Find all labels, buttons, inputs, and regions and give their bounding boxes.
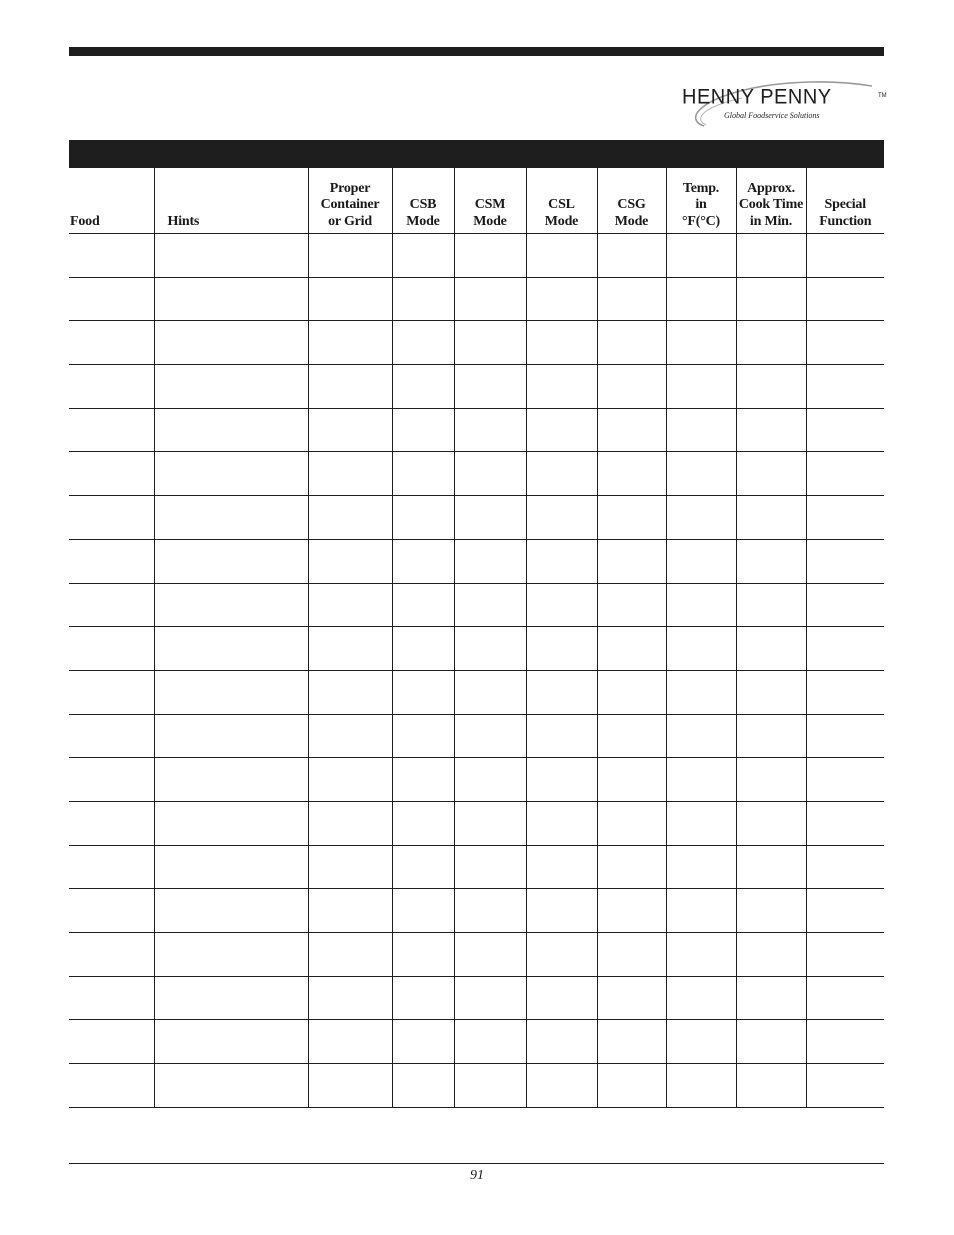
column-header-line: Hints bbox=[167, 213, 200, 229]
table-cell bbox=[392, 277, 454, 321]
table-cell bbox=[454, 627, 526, 671]
table-cell bbox=[806, 408, 884, 452]
table-title-bar bbox=[69, 140, 884, 168]
table-cell bbox=[454, 408, 526, 452]
table-cell bbox=[666, 758, 736, 802]
table-cell bbox=[392, 583, 454, 627]
table-cell bbox=[806, 1064, 884, 1108]
table-cell bbox=[526, 670, 597, 714]
table-cell bbox=[526, 234, 597, 278]
column-header-line: CSG bbox=[617, 197, 646, 212]
table-cell bbox=[526, 845, 597, 889]
table-cell bbox=[526, 1020, 597, 1064]
table-cell bbox=[806, 933, 884, 977]
column-header-line: Container bbox=[320, 197, 380, 212]
table-cell bbox=[392, 1020, 454, 1064]
table-cell bbox=[666, 714, 736, 758]
page-number: 91 bbox=[470, 1168, 484, 1183]
table-cell bbox=[526, 321, 597, 365]
table-cell bbox=[392, 627, 454, 671]
table-cell bbox=[154, 277, 308, 321]
column-header-line: °F(°C) bbox=[682, 213, 720, 229]
table-cell bbox=[736, 365, 806, 409]
table-cell bbox=[454, 976, 526, 1020]
table-cell bbox=[392, 539, 454, 583]
table-cell bbox=[806, 627, 884, 671]
column-header-line: or Grid bbox=[328, 213, 372, 229]
column-header-line: Cook Time bbox=[738, 197, 804, 212]
table-cell bbox=[69, 365, 154, 409]
table-cell bbox=[806, 496, 884, 540]
logo-tagline: Global Foodservice Solutions bbox=[724, 111, 820, 120]
column-header-line: Proper bbox=[329, 180, 371, 196]
table-cell bbox=[454, 889, 526, 933]
table-cell bbox=[308, 670, 392, 714]
table-row bbox=[69, 365, 884, 409]
table-cell bbox=[392, 801, 454, 845]
column-header-line: Mode bbox=[406, 213, 440, 229]
table-cell bbox=[308, 714, 392, 758]
table-cell bbox=[597, 845, 666, 889]
column-header-line: CSB bbox=[409, 197, 437, 212]
table-cell bbox=[666, 1020, 736, 1064]
table-row bbox=[69, 321, 884, 365]
table-cell bbox=[454, 539, 526, 583]
table-cell bbox=[526, 496, 597, 540]
table-cell bbox=[666, 583, 736, 627]
table-cell bbox=[154, 1020, 308, 1064]
table-cell bbox=[69, 714, 154, 758]
table-cell bbox=[526, 889, 597, 933]
column-header bbox=[736, 168, 806, 234]
column-header-line: Food bbox=[70, 213, 100, 229]
table-cell bbox=[69, 976, 154, 1020]
table-cell bbox=[597, 321, 666, 365]
table-cell bbox=[154, 801, 308, 845]
table-cell bbox=[666, 496, 736, 540]
table-cell bbox=[736, 627, 806, 671]
table-cell bbox=[154, 583, 308, 627]
table-cell bbox=[154, 408, 308, 452]
table-cell bbox=[154, 758, 308, 802]
table-cell bbox=[806, 976, 884, 1020]
table-cell bbox=[597, 408, 666, 452]
table-cell bbox=[526, 933, 597, 977]
henny-penny-logo bbox=[676, 76, 886, 128]
table-cell bbox=[736, 976, 806, 1020]
table-cell bbox=[69, 321, 154, 365]
table-cell bbox=[806, 889, 884, 933]
table-row bbox=[69, 627, 884, 671]
table-cell bbox=[736, 496, 806, 540]
table-cell bbox=[454, 714, 526, 758]
table-cell bbox=[308, 408, 392, 452]
column-header-line: CSL bbox=[548, 197, 575, 212]
table-cell bbox=[736, 1020, 806, 1064]
table-cell bbox=[454, 234, 526, 278]
table-cell bbox=[154, 889, 308, 933]
column-header-line: Special bbox=[824, 197, 866, 212]
table-cell bbox=[597, 801, 666, 845]
table-row bbox=[69, 889, 884, 933]
table-row bbox=[69, 234, 884, 278]
table-cell bbox=[526, 365, 597, 409]
table-cell bbox=[806, 583, 884, 627]
table-cell bbox=[736, 234, 806, 278]
table-cell bbox=[154, 714, 308, 758]
table-cell bbox=[597, 889, 666, 933]
table-cell bbox=[392, 452, 454, 496]
table-cell bbox=[154, 321, 308, 365]
table-cell bbox=[597, 1020, 666, 1064]
table-row bbox=[69, 277, 884, 321]
table-cell bbox=[526, 277, 597, 321]
table-cell bbox=[736, 933, 806, 977]
table-cell bbox=[597, 1064, 666, 1108]
table-row bbox=[69, 452, 884, 496]
table-cell bbox=[392, 1064, 454, 1108]
table-cell bbox=[154, 539, 308, 583]
column-header-line: Mode bbox=[614, 213, 649, 229]
table-cell bbox=[69, 1020, 154, 1064]
column-header-line: in Min. bbox=[749, 213, 793, 229]
table-cell bbox=[666, 408, 736, 452]
table-cell bbox=[526, 583, 597, 627]
table-cell bbox=[69, 1064, 154, 1108]
table-cell bbox=[154, 627, 308, 671]
table-cell bbox=[308, 1064, 392, 1108]
table-cell bbox=[454, 845, 526, 889]
column-header bbox=[666, 168, 736, 234]
table-cell bbox=[392, 670, 454, 714]
column-header bbox=[69, 168, 154, 234]
table-cell bbox=[308, 976, 392, 1020]
table-cell bbox=[666, 933, 736, 977]
column-header-line: Function bbox=[819, 213, 872, 229]
table-cell bbox=[454, 1020, 526, 1064]
table-cell bbox=[736, 408, 806, 452]
table-cell bbox=[597, 539, 666, 583]
table-cell bbox=[392, 496, 454, 540]
table-cell bbox=[69, 933, 154, 977]
table-cell bbox=[666, 1064, 736, 1108]
table-cell bbox=[154, 845, 308, 889]
table-cell bbox=[308, 539, 392, 583]
column-header bbox=[392, 168, 454, 234]
table-cell bbox=[69, 801, 154, 845]
table-cell bbox=[392, 408, 454, 452]
table-cell bbox=[597, 234, 666, 278]
table-cell bbox=[308, 1020, 392, 1064]
table-cell bbox=[454, 365, 526, 409]
table-cell bbox=[806, 1020, 884, 1064]
table-cell bbox=[597, 365, 666, 409]
table-row bbox=[69, 1064, 884, 1108]
table-cell bbox=[666, 845, 736, 889]
table-cell bbox=[308, 583, 392, 627]
table-cell bbox=[69, 845, 154, 889]
table-cell bbox=[666, 670, 736, 714]
table-cell bbox=[392, 933, 454, 977]
table-cell bbox=[454, 933, 526, 977]
table-cell bbox=[597, 933, 666, 977]
table-cell bbox=[736, 801, 806, 845]
table-cell bbox=[736, 845, 806, 889]
table-cell bbox=[806, 801, 884, 845]
table-cell bbox=[392, 365, 454, 409]
table-cell bbox=[308, 845, 392, 889]
table-cell bbox=[308, 758, 392, 802]
table-cell bbox=[597, 452, 666, 496]
table-cell bbox=[308, 627, 392, 671]
table-cell bbox=[597, 714, 666, 758]
table-cell bbox=[454, 583, 526, 627]
table-row bbox=[69, 933, 884, 977]
table-cell bbox=[666, 277, 736, 321]
table-row bbox=[69, 496, 884, 540]
table-cell bbox=[392, 758, 454, 802]
table-cell bbox=[526, 801, 597, 845]
table-cell bbox=[597, 976, 666, 1020]
table-cell bbox=[308, 321, 392, 365]
table-cell bbox=[154, 670, 308, 714]
column-header bbox=[597, 168, 666, 234]
table-cell bbox=[806, 234, 884, 278]
table-cell bbox=[454, 321, 526, 365]
table-cell bbox=[526, 1064, 597, 1108]
table-cell bbox=[736, 1064, 806, 1108]
table-cell bbox=[666, 801, 736, 845]
cooking-chart-table bbox=[69, 168, 884, 1108]
footer-rule bbox=[69, 1163, 884, 1164]
table-cell bbox=[736, 758, 806, 802]
column-header bbox=[454, 168, 526, 234]
table-cell bbox=[736, 321, 806, 365]
table-row bbox=[69, 845, 884, 889]
column-header-line: in bbox=[695, 197, 707, 212]
table-row bbox=[69, 714, 884, 758]
table-row bbox=[69, 801, 884, 845]
table-cell bbox=[308, 889, 392, 933]
table-cell bbox=[154, 1064, 308, 1108]
column-header-line: Approx. bbox=[747, 180, 795, 196]
column-header-line: Mode bbox=[544, 213, 579, 229]
table-cell bbox=[736, 539, 806, 583]
table-cell bbox=[806, 758, 884, 802]
trademark-mark: TM bbox=[878, 93, 887, 99]
table-cell bbox=[526, 627, 597, 671]
table-row bbox=[69, 408, 884, 452]
column-header bbox=[526, 168, 597, 234]
table-cell bbox=[736, 277, 806, 321]
table-cell bbox=[69, 408, 154, 452]
column-header bbox=[308, 168, 392, 234]
table-cell bbox=[69, 758, 154, 802]
column-header-line: Temp. bbox=[682, 180, 720, 196]
table-cell bbox=[597, 277, 666, 321]
table-cell bbox=[154, 452, 308, 496]
table-cell bbox=[154, 976, 308, 1020]
table-cell bbox=[806, 321, 884, 365]
table-cell bbox=[454, 277, 526, 321]
table-cell bbox=[666, 234, 736, 278]
table-cell bbox=[69, 277, 154, 321]
table-cell bbox=[308, 277, 392, 321]
table-cell bbox=[666, 321, 736, 365]
table-row bbox=[69, 670, 884, 714]
table-cell bbox=[526, 408, 597, 452]
table-cell bbox=[308, 496, 392, 540]
table-cell bbox=[666, 452, 736, 496]
table-cell bbox=[69, 889, 154, 933]
table-cell bbox=[526, 714, 597, 758]
table-cell bbox=[392, 845, 454, 889]
table-cell bbox=[736, 452, 806, 496]
table-row bbox=[69, 976, 884, 1020]
table-cell bbox=[69, 627, 154, 671]
column-header bbox=[806, 168, 884, 234]
table-cell bbox=[392, 889, 454, 933]
table-cell bbox=[597, 496, 666, 540]
table-cell bbox=[454, 496, 526, 540]
table-cell bbox=[666, 976, 736, 1020]
table-cell bbox=[154, 365, 308, 409]
header-rule bbox=[69, 47, 884, 56]
table-row bbox=[69, 539, 884, 583]
column-header-line: CSM bbox=[474, 197, 506, 212]
table-cell bbox=[69, 670, 154, 714]
table-cell bbox=[597, 758, 666, 802]
table-cell bbox=[597, 627, 666, 671]
table-cell bbox=[392, 321, 454, 365]
logo-wordmark: HENNY PENNY bbox=[682, 85, 832, 109]
table-cell bbox=[454, 670, 526, 714]
table-cell bbox=[69, 452, 154, 496]
table-cell bbox=[806, 845, 884, 889]
table-body bbox=[69, 234, 884, 1108]
table-cell bbox=[666, 539, 736, 583]
table-cell bbox=[666, 365, 736, 409]
table-cell bbox=[454, 452, 526, 496]
column-header bbox=[154, 168, 308, 234]
table-header-row bbox=[69, 168, 884, 234]
table-cell bbox=[526, 452, 597, 496]
table-cell bbox=[806, 365, 884, 409]
table-cell bbox=[806, 714, 884, 758]
table-cell bbox=[736, 714, 806, 758]
table-row bbox=[69, 1020, 884, 1064]
table-cell bbox=[666, 889, 736, 933]
table-cell bbox=[454, 801, 526, 845]
table-cell bbox=[454, 1064, 526, 1108]
table-cell bbox=[526, 539, 597, 583]
table-cell bbox=[392, 714, 454, 758]
table-cell bbox=[597, 583, 666, 627]
table-cell bbox=[69, 539, 154, 583]
table-cell bbox=[154, 496, 308, 540]
table-cell bbox=[392, 976, 454, 1020]
table-cell bbox=[69, 234, 154, 278]
table-cell bbox=[69, 583, 154, 627]
table-cell bbox=[154, 933, 308, 977]
table-cell bbox=[526, 758, 597, 802]
table-cell bbox=[666, 627, 736, 671]
table-cell bbox=[69, 496, 154, 540]
table-cell bbox=[806, 539, 884, 583]
table-row bbox=[69, 583, 884, 627]
table-cell bbox=[736, 583, 806, 627]
table-cell bbox=[308, 234, 392, 278]
table-cell bbox=[806, 277, 884, 321]
table-cell bbox=[806, 670, 884, 714]
table-cell bbox=[308, 365, 392, 409]
table-cell bbox=[308, 801, 392, 845]
table-cell bbox=[308, 452, 392, 496]
table-cell bbox=[308, 933, 392, 977]
table-cell bbox=[392, 234, 454, 278]
table-cell bbox=[526, 976, 597, 1020]
table-cell bbox=[454, 758, 526, 802]
column-header-line: Mode bbox=[473, 213, 507, 229]
table-row bbox=[69, 758, 884, 802]
table-cell bbox=[736, 670, 806, 714]
table-cell bbox=[597, 670, 666, 714]
table-cell bbox=[806, 452, 884, 496]
table-cell bbox=[736, 889, 806, 933]
table-cell bbox=[154, 234, 308, 278]
